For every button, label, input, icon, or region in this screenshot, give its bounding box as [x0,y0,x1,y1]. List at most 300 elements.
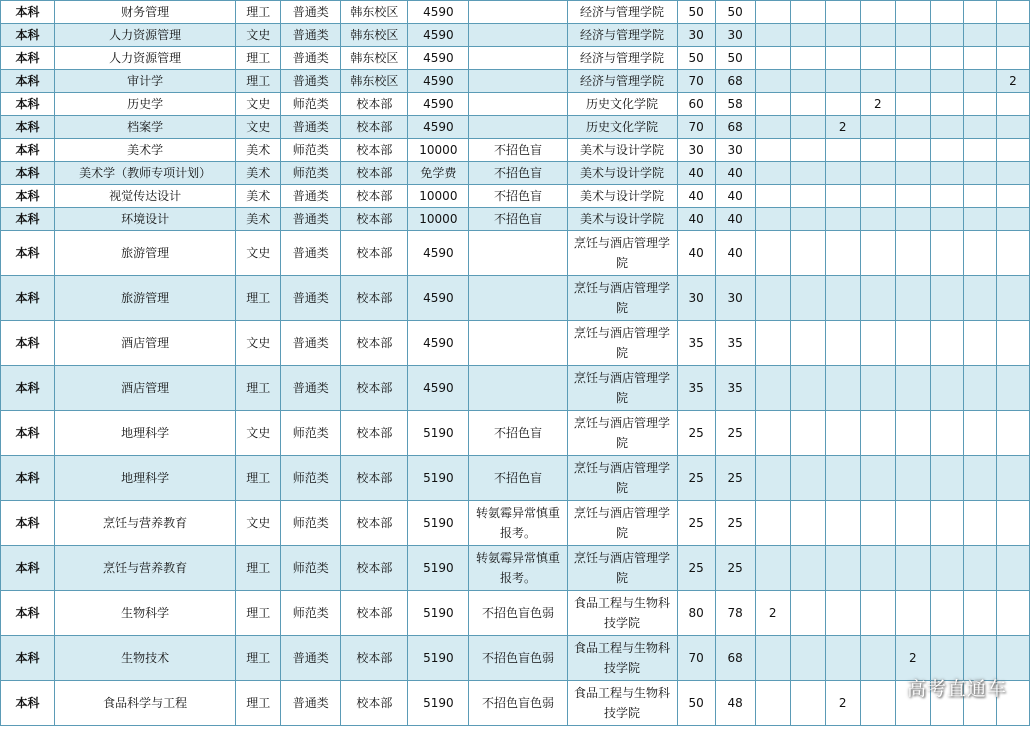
table-row [1,231,1030,276]
subject-cell: 文史 [236,116,281,139]
extra-count-cell: 2 [755,591,790,636]
extra-count-cell [996,185,1029,208]
major-cell: 旅游管理 [55,231,236,276]
extra-count-cell [895,116,930,139]
extra-count-cell [895,321,930,366]
extra-count-cell [790,93,825,116]
level-cell: 本科 [1,591,55,636]
subject-cell: 文史 [236,231,281,276]
plan-count-cell: 25 [677,411,715,456]
extra-count-cell [963,139,996,162]
college-cell: 烹饪与酒店管理学院 [567,546,677,591]
extra-count-cell [860,276,895,321]
extra-count-cell [825,139,860,162]
major-cell: 视觉传达设计 [55,185,236,208]
college-cell: 美术与设计学院 [567,185,677,208]
extra-count-cell [825,276,860,321]
extra-count-cell: 2 [996,70,1029,93]
level-cell: 本科 [1,366,55,411]
extra-count-cell [755,185,790,208]
table-row [1,636,1030,681]
type-cell: 普通类 [281,116,341,139]
extra-count-cell [895,501,930,546]
type-cell: 普通类 [281,208,341,231]
extra-count-cell [755,139,790,162]
extra-count-cell [996,162,1029,185]
admit-count-cell: 68 [715,70,755,93]
type-cell: 师范类 [281,162,341,185]
extra-count-cell [825,208,860,231]
extra-count-cell [930,139,963,162]
extra-count-cell [825,24,860,47]
note-cell: 转氨霉异常慎重报考。 [469,501,567,546]
extra-count-cell [930,321,963,366]
campus-cell: 校本部 [341,681,408,726]
level-cell: 本科 [1,1,55,24]
fee-cell: 10000 [408,185,469,208]
college-cell: 历史文化学院 [567,93,677,116]
fee-cell: 5190 [408,411,469,456]
extra-count-cell [790,681,825,726]
fee-cell: 4590 [408,116,469,139]
extra-count-cell [790,321,825,366]
table-row [1,139,1030,162]
admit-count-cell: 25 [715,546,755,591]
extra-count-cell [930,93,963,116]
campus-cell: 韩东校区 [341,47,408,70]
college-cell: 烹饪与酒店管理学院 [567,501,677,546]
extra-count-cell [996,231,1029,276]
subject-cell: 理工 [236,591,281,636]
extra-count-cell [825,93,860,116]
campus-cell: 校本部 [341,276,408,321]
extra-count-cell [895,47,930,70]
extra-count-cell [825,162,860,185]
plan-count-cell: 30 [677,139,715,162]
major-cell: 地理科学 [55,411,236,456]
level-cell: 本科 [1,116,55,139]
extra-count-cell [825,70,860,93]
extra-count-cell [895,591,930,636]
extra-count-cell [963,546,996,591]
plan-count-cell: 80 [677,591,715,636]
extra-count-cell [860,70,895,93]
extra-count-cell [860,139,895,162]
extra-count-cell [895,411,930,456]
extra-count-cell [963,24,996,47]
extra-count-cell [790,162,825,185]
table-body [1,1,1030,726]
note-cell [469,276,567,321]
extra-count-cell [895,1,930,24]
extra-count-cell [755,321,790,366]
extra-count-cell [895,366,930,411]
extra-count-cell [963,70,996,93]
extra-count-cell [790,456,825,501]
college-cell: 烹饪与酒店管理学院 [567,276,677,321]
level-cell: 本科 [1,456,55,501]
extra-count-cell [825,185,860,208]
extra-count-cell [963,47,996,70]
admit-count-cell: 48 [715,681,755,726]
admit-count-cell: 35 [715,366,755,411]
college-cell: 食品工程与生物科技学院 [567,591,677,636]
subject-cell: 美术 [236,185,281,208]
extra-count-cell [825,546,860,591]
plan-count-cell: 40 [677,208,715,231]
table-row [1,208,1030,231]
note-cell: 不招色盲 [469,208,567,231]
type-cell: 普通类 [281,231,341,276]
type-cell: 普通类 [281,321,341,366]
note-cell: 不招色盲 [469,162,567,185]
campus-cell: 校本部 [341,366,408,411]
extra-count-cell [790,591,825,636]
extra-count-cell [755,116,790,139]
extra-count-cell [895,231,930,276]
extra-count-cell [790,24,825,47]
table-row [1,276,1030,321]
college-cell: 经济与管理学院 [567,47,677,70]
type-cell: 普通类 [281,636,341,681]
subject-cell: 理工 [236,546,281,591]
major-cell: 生物科学 [55,591,236,636]
plan-count-cell: 35 [677,321,715,366]
extra-count-cell [930,24,963,47]
admit-count-cell: 68 [715,636,755,681]
extra-count-cell [755,501,790,546]
extra-count-cell [860,321,895,366]
college-cell: 烹饪与酒店管理学院 [567,321,677,366]
note-cell [469,1,567,24]
table-row [1,681,1030,726]
admit-count-cell: 25 [715,501,755,546]
extra-count-cell [895,546,930,591]
extra-count-cell [790,276,825,321]
campus-cell: 校本部 [341,116,408,139]
table-row [1,1,1030,24]
major-cell: 档案学 [55,116,236,139]
level-cell: 本科 [1,24,55,47]
admit-count-cell: 40 [715,208,755,231]
extra-count-cell [930,366,963,411]
campus-cell: 校本部 [341,636,408,681]
extra-count-cell [790,116,825,139]
extra-count-cell [895,70,930,93]
note-cell: 不招色盲 [469,139,567,162]
extra-count-cell [790,139,825,162]
extra-count-cell [755,24,790,47]
type-cell: 师范类 [281,546,341,591]
fee-cell: 4590 [408,70,469,93]
major-cell: 地理科学 [55,456,236,501]
major-cell: 环境设计 [55,208,236,231]
extra-count-cell [755,411,790,456]
extra-count-cell [825,411,860,456]
extra-count-cell [996,366,1029,411]
subject-cell: 理工 [236,70,281,93]
note-cell: 不招色盲色弱 [469,681,567,726]
admit-count-cell: 40 [715,231,755,276]
plan-count-cell: 50 [677,681,715,726]
level-cell: 本科 [1,47,55,70]
extra-count-cell [963,321,996,366]
note-cell [469,70,567,93]
campus-cell: 韩东校区 [341,24,408,47]
subject-cell: 美术 [236,139,281,162]
extra-count-cell [790,636,825,681]
level-cell: 本科 [1,681,55,726]
subject-cell: 文史 [236,93,281,116]
admit-count-cell: 40 [715,185,755,208]
extra-count-cell [790,185,825,208]
subject-cell: 理工 [236,681,281,726]
level-cell: 本科 [1,636,55,681]
extra-count-cell [860,411,895,456]
major-cell: 美术学 [55,139,236,162]
admit-count-cell: 35 [715,321,755,366]
subject-cell: 文史 [236,411,281,456]
college-cell: 经济与管理学院 [567,70,677,93]
extra-count-cell [825,456,860,501]
extra-count-cell [996,139,1029,162]
extra-count-cell [930,546,963,591]
fee-cell: 5190 [408,591,469,636]
major-cell: 审计学 [55,70,236,93]
college-cell: 经济与管理学院 [567,1,677,24]
extra-count-cell [963,93,996,116]
admit-count-cell: 30 [715,139,755,162]
extra-count-cell [860,231,895,276]
plan-count-cell: 70 [677,70,715,93]
extra-count-cell [825,231,860,276]
extra-count-cell [860,47,895,70]
admit-count-cell: 58 [715,93,755,116]
type-cell: 普通类 [281,70,341,93]
subject-cell: 理工 [236,47,281,70]
extra-count-cell: 2 [895,636,930,681]
admit-count-cell: 50 [715,1,755,24]
college-cell: 历史文化学院 [567,116,677,139]
extra-count-cell [930,162,963,185]
level-cell: 本科 [1,70,55,93]
level-cell: 本科 [1,139,55,162]
table-row [1,501,1030,546]
campus-cell: 校本部 [341,162,408,185]
type-cell: 普通类 [281,276,341,321]
subject-cell: 理工 [236,636,281,681]
college-cell: 烹饪与酒店管理学院 [567,456,677,501]
fee-cell: 4590 [408,366,469,411]
level-cell: 本科 [1,185,55,208]
extra-count-cell [895,185,930,208]
note-cell: 不招色盲 [469,185,567,208]
extra-count-cell [790,546,825,591]
college-cell: 食品工程与生物科技学院 [567,636,677,681]
type-cell: 普通类 [281,47,341,70]
plan-count-cell: 70 [677,116,715,139]
subject-cell: 文史 [236,501,281,546]
extra-count-cell [755,47,790,70]
campus-cell: 校本部 [341,185,408,208]
extra-count-cell: 2 [860,93,895,116]
extra-count-cell [860,366,895,411]
level-cell: 本科 [1,93,55,116]
admit-count-cell: 25 [715,456,755,501]
extra-count-cell [996,93,1029,116]
table-row [1,116,1030,139]
campus-cell: 校本部 [341,591,408,636]
subject-cell: 理工 [236,366,281,411]
extra-count-cell [790,208,825,231]
type-cell: 普通类 [281,24,341,47]
major-cell: 生物技术 [55,636,236,681]
note-cell: 转氨霉异常慎重报考。 [469,546,567,591]
extra-count-cell [963,231,996,276]
extra-count-cell [930,411,963,456]
major-cell: 烹饪与营养教育 [55,546,236,591]
extra-count-cell [996,1,1029,24]
table-row [1,456,1030,501]
extra-count-cell [755,681,790,726]
extra-count-cell [996,546,1029,591]
fee-cell: 4590 [408,276,469,321]
plan-count-cell: 30 [677,276,715,321]
extra-count-cell [860,681,895,726]
note-cell [469,321,567,366]
extra-count-cell [996,501,1029,546]
extra-count-cell [755,208,790,231]
extra-count-cell [963,116,996,139]
extra-count-cell [930,47,963,70]
plan-count-cell: 50 [677,1,715,24]
fee-cell: 5190 [408,456,469,501]
type-cell: 师范类 [281,411,341,456]
admit-count-cell: 68 [715,116,755,139]
plan-count-cell: 60 [677,93,715,116]
extra-count-cell [860,546,895,591]
fee-cell: 10000 [408,139,469,162]
extra-count-cell [825,501,860,546]
subject-cell: 美术 [236,162,281,185]
admit-count-cell: 78 [715,591,755,636]
extra-count-cell [860,208,895,231]
plan-count-cell: 25 [677,501,715,546]
extra-count-cell [996,116,1029,139]
extra-count-cell [755,456,790,501]
extra-count-cell [825,1,860,24]
fee-cell: 4590 [408,47,469,70]
note-cell: 不招色盲 [469,456,567,501]
extra-count-cell [963,366,996,411]
level-cell: 本科 [1,208,55,231]
extra-count-cell [790,70,825,93]
type-cell: 师范类 [281,456,341,501]
extra-count-cell [860,501,895,546]
table-row [1,70,1030,93]
extra-count-cell [963,1,996,24]
extra-count-cell [963,411,996,456]
extra-count-cell [895,24,930,47]
plan-count-cell: 40 [677,185,715,208]
plan-count-cell: 35 [677,366,715,411]
extra-count-cell [930,276,963,321]
major-cell: 酒店管理 [55,366,236,411]
fee-cell: 5190 [408,681,469,726]
table-row [1,591,1030,636]
extra-count-cell [825,591,860,636]
extra-count-cell [825,47,860,70]
plan-count-cell: 25 [677,456,715,501]
college-cell: 经济与管理学院 [567,24,677,47]
college-cell: 烹饪与酒店管理学院 [567,366,677,411]
campus-cell: 韩东校区 [341,1,408,24]
extra-count-cell [930,185,963,208]
admit-count-cell: 30 [715,24,755,47]
extra-count-cell [860,591,895,636]
extra-count-cell [790,411,825,456]
table-row [1,47,1030,70]
extra-count-cell [930,208,963,231]
extra-count-cell [755,1,790,24]
extra-count-cell: 2 [825,116,860,139]
extra-count-cell [755,546,790,591]
watermark-text: 高考直通车 [906,678,1007,700]
campus-cell: 校本部 [341,139,408,162]
subject-cell: 理工 [236,276,281,321]
type-cell: 普通类 [281,681,341,726]
note-cell: 不招色盲色弱 [469,591,567,636]
plan-count-cell: 40 [677,231,715,276]
extra-count-cell [790,501,825,546]
extra-count-cell [860,456,895,501]
extra-count-cell [895,139,930,162]
extra-count-cell [790,231,825,276]
note-cell [469,24,567,47]
extra-count-cell [860,185,895,208]
extra-count-cell [930,231,963,276]
level-cell: 本科 [1,162,55,185]
note-cell [469,231,567,276]
table-row [1,366,1030,411]
note-cell [469,47,567,70]
college-cell: 烹饪与酒店管理学院 [567,411,677,456]
campus-cell: 校本部 [341,411,408,456]
fee-cell: 免学费 [408,162,469,185]
extra-count-cell [963,456,996,501]
fee-cell: 4590 [408,93,469,116]
type-cell: 普通类 [281,185,341,208]
level-cell: 本科 [1,546,55,591]
extra-count-cell [755,636,790,681]
plan-count-cell: 70 [677,636,715,681]
type-cell: 普通类 [281,366,341,411]
extra-count-cell [755,162,790,185]
campus-cell: 校本部 [341,456,408,501]
extra-count-cell [755,276,790,321]
table-row [1,411,1030,456]
extra-count-cell [755,70,790,93]
extra-count-cell [860,162,895,185]
extra-count-cell [860,24,895,47]
extra-count-cell [996,456,1029,501]
major-cell: 人力资源管理 [55,24,236,47]
extra-count-cell [755,231,790,276]
subject-cell: 文史 [236,321,281,366]
type-cell: 师范类 [281,93,341,116]
admit-count-cell: 25 [715,411,755,456]
type-cell: 师范类 [281,591,341,636]
